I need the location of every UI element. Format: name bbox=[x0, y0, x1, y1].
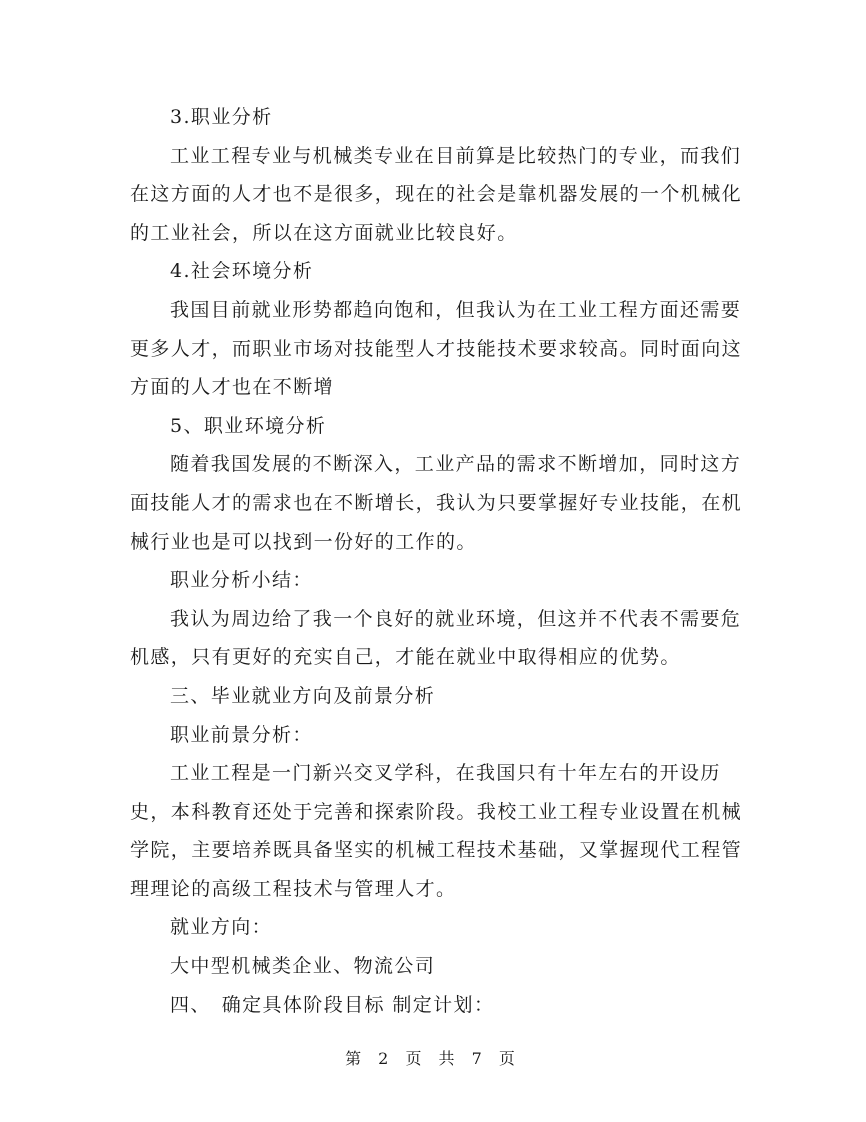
page-body bbox=[130, 98, 743, 1024]
paragraph-line: 学院，主要培养既具备坚实的机械工程技术基础，又掌握现代工程管 bbox=[130, 839, 743, 862]
paragraph-line: 面技能人才的需求也在不断增长，我认为只要掌握好专业技能，在机 bbox=[130, 491, 743, 514]
paragraph-line: 我国目前就业形势都趋向饱和，但我认为在工业工程方面还需要 bbox=[170, 298, 742, 321]
heading-analysis-summary: 职业分析小结： bbox=[170, 569, 313, 592]
paragraph-line: 机感，只有更好的充实自己，才能在就业中取得相应的优势。 bbox=[130, 646, 681, 669]
paragraph-line: 随着我国发展的不断深入，工业产品的需求不断增加，同时这方 bbox=[170, 453, 742, 476]
paragraph-line: 理理论的高级工程技术与管理人才。 bbox=[130, 877, 457, 900]
heading-employment-direction: 就业方向： bbox=[170, 916, 273, 939]
heading-section-three: 三、毕业就业方向及前景分析 bbox=[170, 684, 436, 707]
heading-prospect-analysis: 职业前景分析： bbox=[170, 723, 313, 746]
page-number-footer: 第 2 页 共 7 页 bbox=[345, 1049, 521, 1068]
paragraph-line: 在这方面的人才也不是很多，现在的社会是靠机器发展的一个机械化 bbox=[130, 183, 743, 206]
heading-section-four: 四、 确定具体阶段目标 制定计划： bbox=[170, 993, 495, 1016]
paragraph-line: 大中型机械类企业、物流公司 bbox=[170, 955, 436, 978]
paragraph-line: 工业工程专业与机械类专业在目前算是比较热门的专业，而我们 bbox=[170, 144, 742, 167]
paragraph-line: 械行业也是可以找到一份好的工作的。 bbox=[130, 530, 477, 553]
paragraph-line: 更多人才，而职业市场对技能型人才技能技术要求较高。同时面向这 bbox=[130, 337, 743, 360]
paragraph-line: 方面的人才也在不断增 bbox=[130, 376, 335, 399]
heading-career-environment: 5、职业环境分析 bbox=[170, 414, 327, 437]
paragraph-line: 我认为周边给了我一个良好的就业环境，但这并不代表不需要危 bbox=[170, 607, 742, 630]
paragraph-line: 的工业社会，所以在这方面就业比较良好。 bbox=[130, 221, 518, 244]
heading-social-environment: 4.社会环境分析 bbox=[170, 260, 314, 283]
paragraph-line: 史，本科教育还处于完善和探索阶段。我校工业工程专业设置在机械 bbox=[130, 800, 743, 823]
heading-career-analysis: 3.职业分析 bbox=[170, 106, 273, 128]
paragraph-line: 工业工程是一门新兴交叉学科，在我国只有十年左右的开设历 bbox=[170, 762, 721, 785]
